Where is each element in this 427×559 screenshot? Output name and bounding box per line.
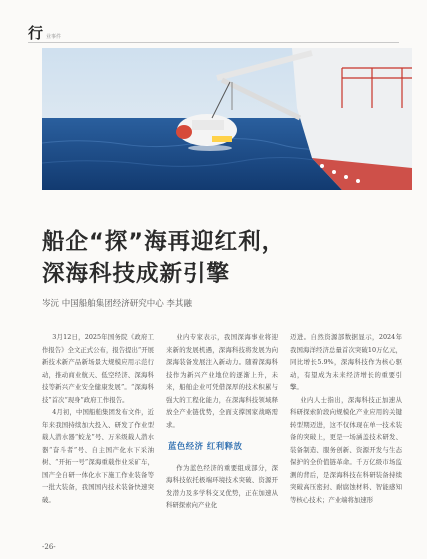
submersible-photo bbox=[42, 48, 412, 190]
section-title: 行 bbox=[28, 24, 44, 42]
column-3 bbox=[290, 331, 402, 506]
column-1 bbox=[42, 331, 154, 506]
paragraph: 业内专家表示，我国深海事业将迎来新的发展机遇，深海科技将发展为向深海装备发展注入新动力。随着深海科技作为新兴产业地位的逐渐上升，未来，船舶企业可凭借深厚的技术积累与强大的工程化能力，在深海科技领域释放全产业链优势，全面支撑国家战略需求。 bbox=[166, 333, 278, 429]
paragraph: 3月12日，2025年国务院《政府工作报告》全文正式公布，报告提出“开展新技术新产品新场景大规模应用示范行动，推动商业航天、低空经济、深海科技等新兴产业安全健康发展”。“深海科技”首次“现身”政府工作报告。 bbox=[42, 333, 154, 404]
title-line-1: 船企“探”海再迎红利， bbox=[42, 229, 286, 255]
paragraph: 4月初，中国船舶集团发布文件，近年来我国持续加大投入、研发了作业型载人潜水器“蛟龙”号、万米级载人潜水器“奋斗者”号、自主国产化水下采油树、“开拓一号”深海重载作业采矿车，国产全自研一体化水下施工作业装备等一批大装备，我国国内技术装备快速突破。 bbox=[42, 408, 154, 504]
byline: 岑沅 中国船舶集团经济研究中心 李其融 bbox=[42, 299, 192, 309]
header-rule bbox=[28, 42, 399, 43]
paragraph: 业内人士指出，深海科技正加速从科研探索阶段向规模化产业应用的关键转型期迈进，这不仅体现在单一技术装备的突破上，更是一场涵盖技术研发、装备制造、服务创新、资源开发与生态保护的全价值链革命。千万亿级市场监测的背后，是深海科技在科研装备持续突破高压密封、耐腐蚀材料、智能感知等核心技术；产业端将加速形 bbox=[290, 395, 402, 504]
paragraph: 作为蓝色经济的重要组成部分，深海科技依托极端环境技术突破、资源开发潜力及多学科交叉优势，正在加速从科研探索向产业化 bbox=[166, 463, 278, 509]
section-subheading: 蓝色经济 红利释放 bbox=[168, 441, 243, 451]
section-subtitle: 业事件 bbox=[46, 34, 62, 40]
column-2 bbox=[166, 331, 278, 512]
article-title bbox=[42, 226, 285, 290]
photo-illustration bbox=[42, 48, 412, 190]
page-number: -26- bbox=[42, 543, 56, 551]
title-line-2: 深海科技成新引擎 bbox=[42, 261, 231, 287]
paragraph: 迈进。自然资源部数据显示，2024年我国海洋经济总量首次突破10万亿元，同比增长5.9%，深海科技作为核心驱动，有望成为未来经济增长的重要引擎。 bbox=[290, 333, 402, 391]
section-tag bbox=[28, 22, 61, 43]
